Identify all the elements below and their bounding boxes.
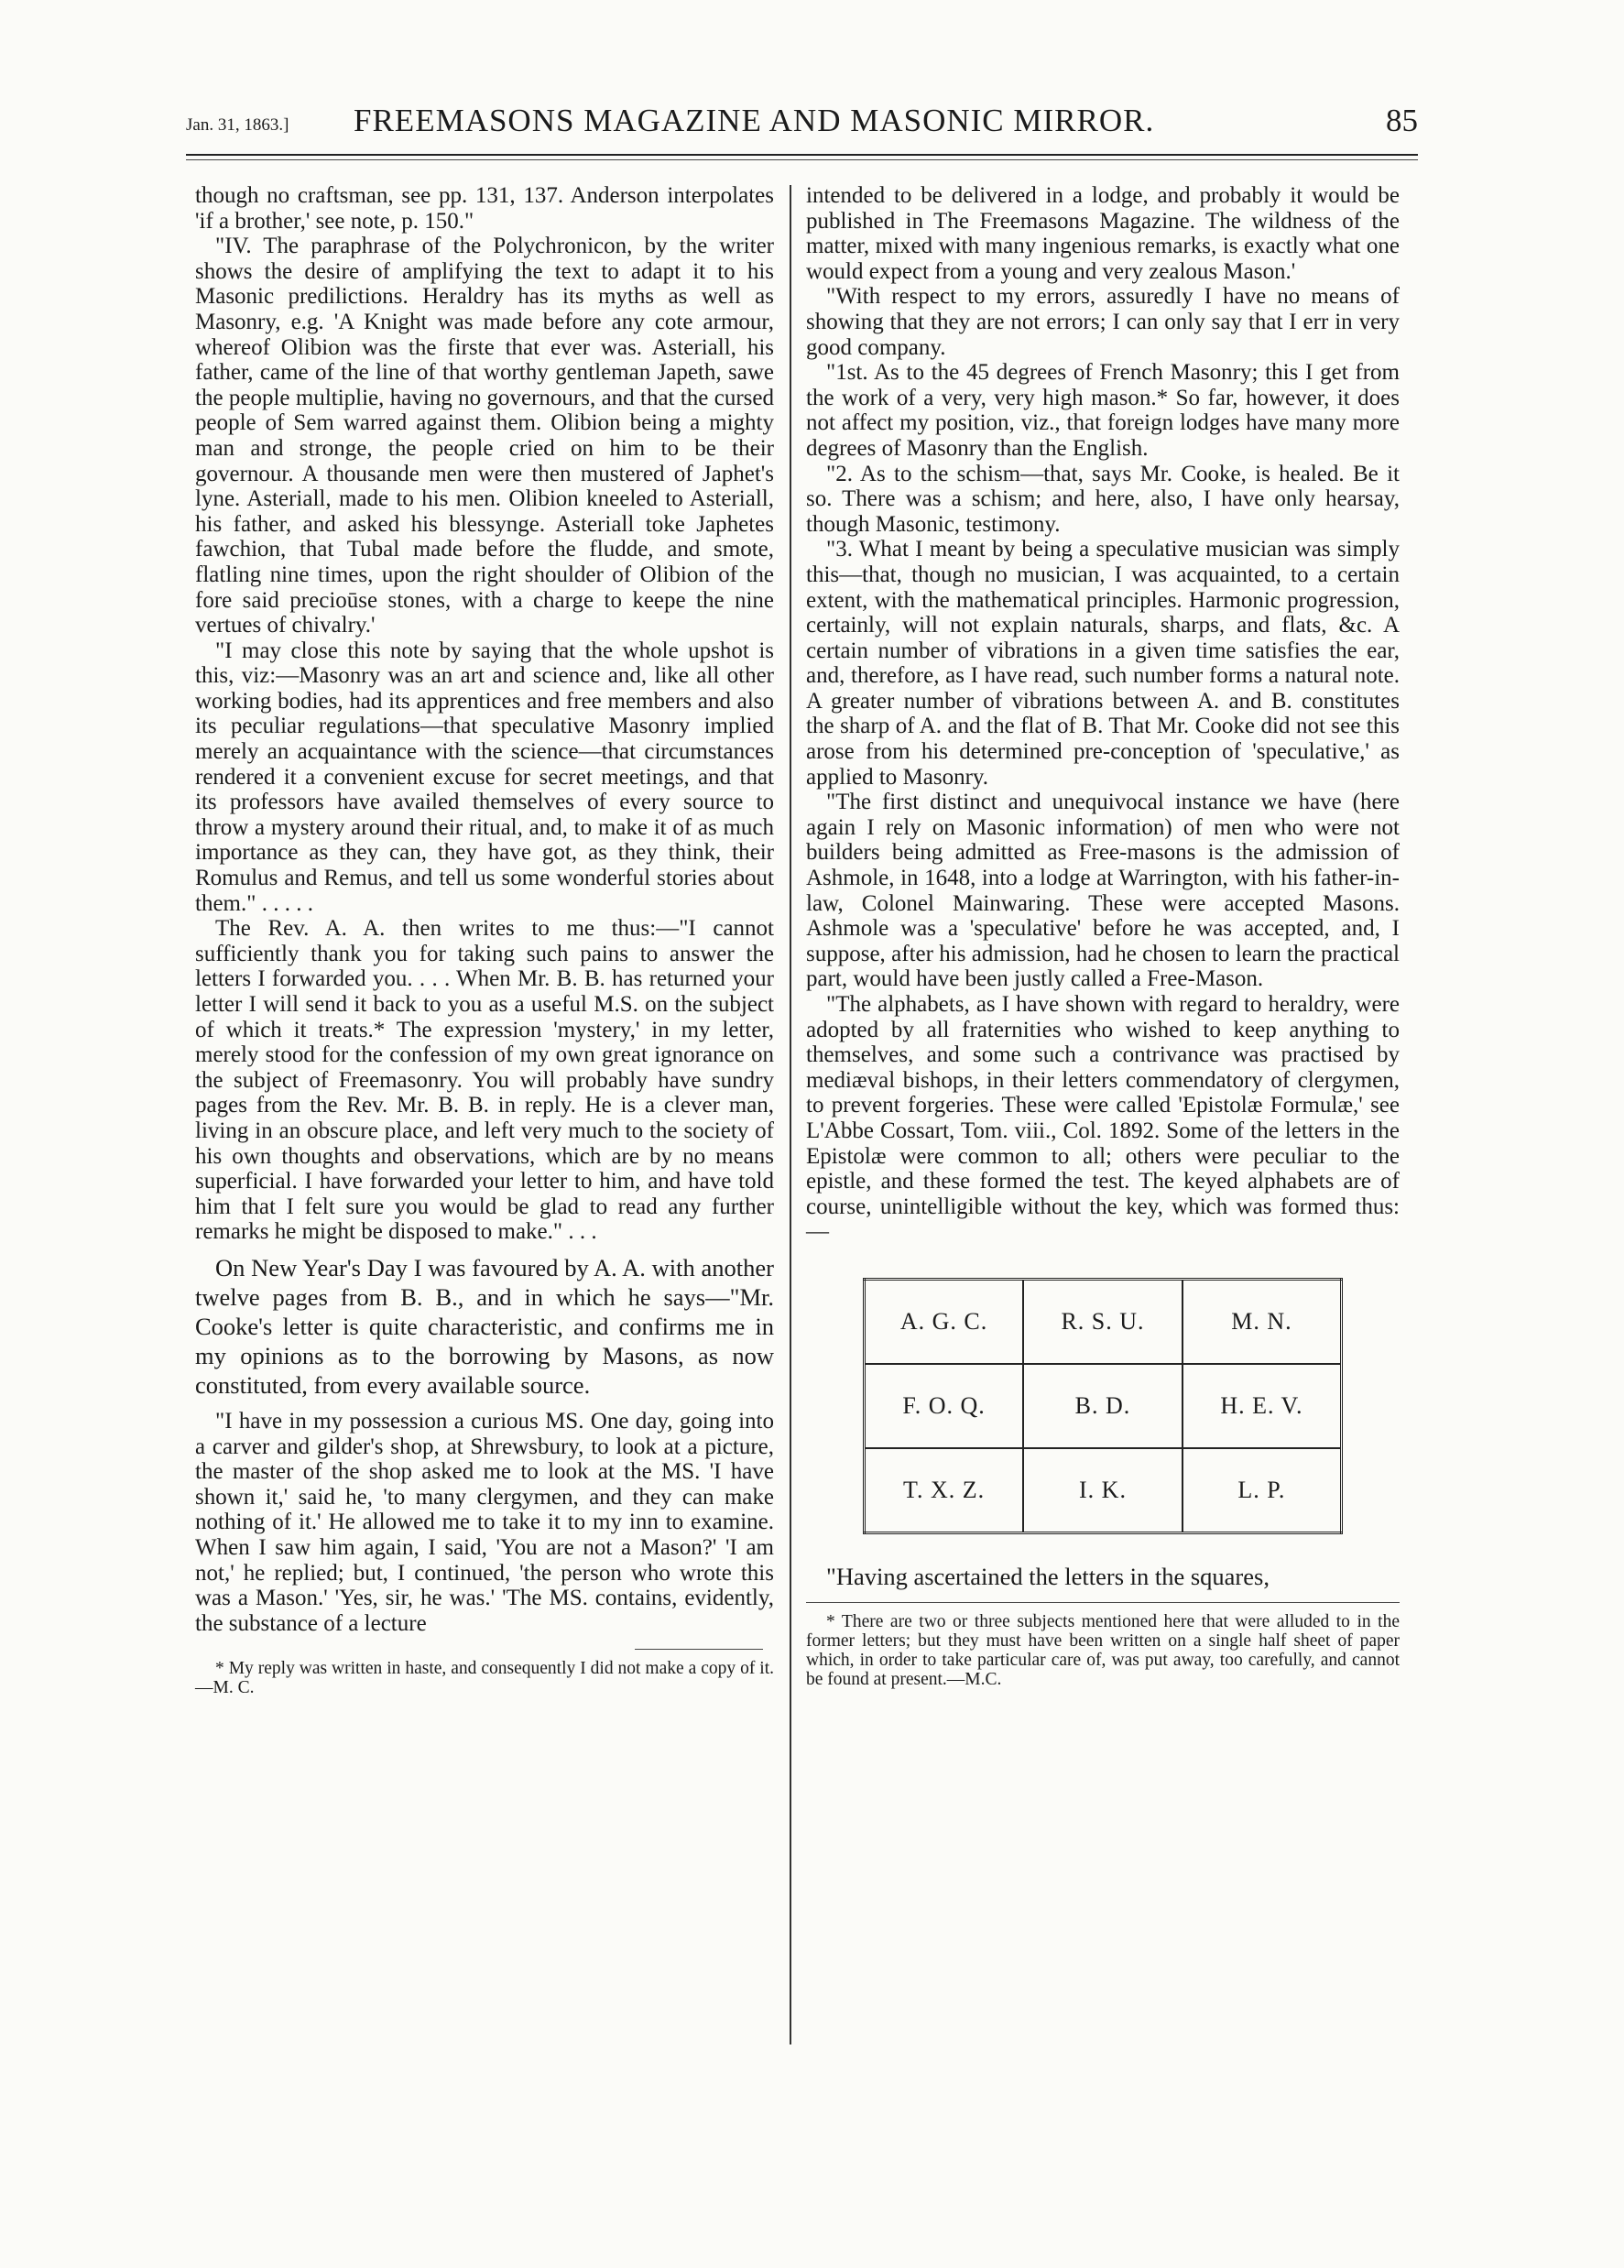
footnote: * There are two or three subjects mentioned here that were alluded to in the former letters; but they must have been written on a single half sheet of paper which, in order to take particular care of, was put away, too carefully, and cannot be found at present.—M.C. [806,1611,1400,1689]
left-column [195,183,774,1697]
running-head [186,103,1418,139]
cipher-cell: I. K. [1023,1448,1183,1533]
footnote-rule [806,1602,1400,1603]
cipher-cell: A. G. C. [865,1279,1024,1364]
page-number: 85 [1386,103,1418,138]
article-paragraph: "The first distinct and unequivocal instance we have (here again I rely on Masonic information) of men who were not builders being admitted as Free-masons is the admission of Ashmole, in 1648, into a lodge at Warrington, with his father-in-law, Colonel Mainwaring. These were accepted Masons. Ashmole was a 'speculative' before he was accepted, and, I suppose, after his admission, had he chosen to learn the practical part, would have been justly called a Free-Mason. [806,790,1400,992]
article-paragraph: On New Year's Day I was favoured by A. A. with another twelve pages from B. B., and in which he says—"Mr. Cooke's letter is quite characteristic, and confirms me in my opinions as to the borrowing by Masons, as now constituted, from every available source. [195,1253,774,1399]
article-paragraph: "IV. The paraphrase of the Polychronicon, by the writer shows the desire of amplifying the text to adapt it to his Masonic predilictions. Heraldry has its myths as well as Masonry, e.g. 'A Knight was made before any cote armour, whereof Olibion was the firste that ever was. Asteriall, his father, came of the line of that worthy gentleman Japeth, sawe the people multiplie, having no governours, and that the cursed people of Sem warred against them. Olibion being a mighty man and stronge, the people cried on him to be their governour. A thousande men were then mustered of Japhet's lyne. Asteriall, made to his men. Olibion kneeled to Asteriall, his father, and asked his blessynge. Asteriall toke Japhetes fawchion, that Tubal made before the fludde, and smote, flatling nine times, upon the right shoulder of Olibion of the fore said precioūse stones, with a charge to keepe the nine vertues of chivalry.' [195,234,774,638]
cipher-cell: L. P. [1183,1448,1342,1533]
header-rule-thin [186,159,1418,160]
cipher-row [865,1364,1342,1448]
article-paragraph: "With respect to my errors, assuredly I have no means of showing that they are not errors; I can only say that I err in very good company. [806,284,1400,360]
cipher-cell: T. X. Z. [865,1448,1024,1533]
cipher-cell: B. D. [1023,1364,1183,1448]
cipher-grid [863,1278,1343,1534]
column-divider [790,185,791,2044]
cipher-cell: H. E. V. [1183,1364,1342,1448]
article-paragraph: "Having ascertained the letters in the squares, [826,1562,1270,1590]
article-paragraph: "I have in my possession a curious MS. One day, going into a carver and gilder's shop, at Shrewsbury, to look at a picture, the master of the shop asked me to look at the MS. 'I have shown it,' said he, 'to many clergymen, and they can make nothing of it.' He allowed me to take it to my inn to examine. When I saw him again, I said, 'You are not a Mason?' 'I am not,' he replied; but, I continued, 'the person who wrote this was a Mason.' 'Yes, sir, he was.' 'The MS. contains, evidently, the substance of a lecture [195,1408,774,1636]
article-paragraph: intended to be delivered in a lodge, and probably it would be published in The Freemasons Magazine. The wildness of the matter, mixed with many ingenious remarks, is exactly what one would expect from a young and very zealous Mason.' [806,183,1400,284]
issue-date: Jan. 31, 1863.] [186,115,289,135]
article-paragraph: "1st. As to the 45 degrees of French Masonry; this I get from the work of a very, very high mason.* So far, however, it does not affect my position, viz., that foreign lodges have many more degrees of Masonry than the English. [806,360,1400,461]
cipher-row [865,1279,1342,1364]
cipher-row [865,1448,1342,1533]
article-paragraph: "2. As to the schism—that, says Mr. Cooke, is healed. Be it so. There was a schism; and here, also, I have only hearsay, though Masonic, testimony. [806,461,1400,537]
article-paragraph: "I may close this note by saying that the whole upshot is this, viz:—Masonry was an art and science and, like all other working bodies, had its apprentices and free members and also its peculiar regulations—that speculative Masonry implied merely an acquaintance with the science—that circumstances rendered it a convenient excuse for secret meetings, and that its professors have availed themselves of every source to throw a mystery around their ritual, and, to make it of as much importance as they can, they have got, as they think, their Romulus and Remus, and tell us some wonderful stories about them." . . . . . [195,638,774,916]
right-column [806,183,1400,1689]
cipher-cell: F. O. Q. [865,1364,1024,1448]
cipher-table [863,1278,1343,1534]
cipher-cell: M. N. [1183,1279,1342,1364]
cipher-cell: R. S. U. [1023,1279,1183,1364]
header-rule [186,154,1418,156]
footnote-rule [635,1649,763,1650]
footnote: * My reply was written in haste, and consequently I did not make a copy of it.—M. C. [195,1659,774,1698]
article-paragraph: The Rev. A. A. then writes to me thus:—"I cannot sufficiently thank you for taking such pains to answer the letters I forwarded you. . . . When Mr. B. B. has returned your letter I will send it back to you as a useful M.S. on the subject of which it treats.* The expression 'mystery,' in my letter, merely stood for the confession of my own great ignorance on the subject of Freemasonry. You will probably have sundry pages from the Rev. Mr. B. B. in reply. He is a clever man, living in an obscure place, and left very much to the society of his own thoughts and observations, which are by no means superficial. I have forwarded your letter to him, and have told him that I felt sure you would be glad to read any further remarks he might be disposed to make." . . . [195,916,774,1245]
article-paragraph: "3. What I meant by being a speculative musician was simply this—that, though no musician, I was acquainted, to a certain extent, with the mathematical principles. Harmonic progression, certainly, will not explain naturals, sharps, and flats, &c. A certain number of vibrations in a given time satisfies the ear, and, therefore, as I have read, such number forms a natural note. A greater number of vibrations between A. and B. constitutes the sharp of A. and the flat of B. That Mr. Cooke did not see this arose from his determined pre-conception of 'speculative,' as applied to Masonry. [806,537,1400,790]
article-paragraph: "The alphabets, as I have shown with regard to heraldry, were adopted by all fraternities who wished to keep anything to themselves, and some such a contrivance was practised by mediæval bishops, in their letters commendatory of clergymen, to prevent forgeries. These were called 'Epistolæ Formulæ,' see L'Abbe Cossart, Tom. viii., Col. 1892. Some of the letters in the Epistolæ were common to all; others were peculiar to the epistle, and these formed the test. The keyed alphabets are of course, unintelligible without the key, which was formed thus:— [806,992,1400,1245]
article-paragraph: though no craftsman, see pp. 131, 137. Anderson interpolates 'if a brother,' see note, p. 150." [195,183,774,234]
publication-title: FREEMASONS MAGAZINE AND MASONIC MIRROR. [354,103,1155,138]
